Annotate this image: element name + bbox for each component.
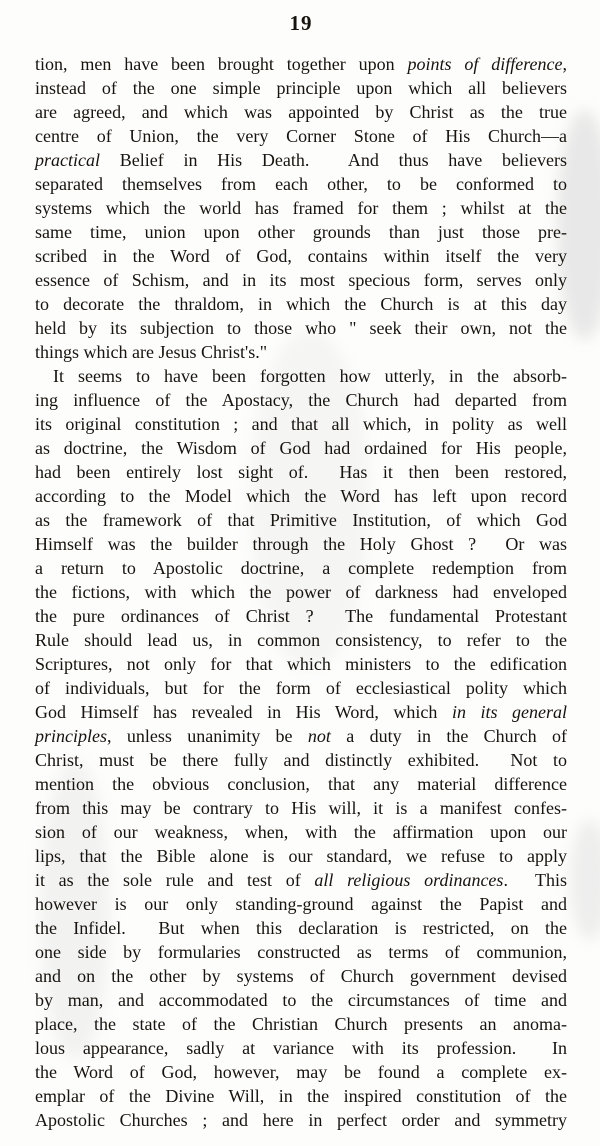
text-line xyxy=(35,628,567,652)
text-segment: , unless unanimity be xyxy=(107,726,308,746)
text-segment: held by its subjection to those who " seek their own, not the xyxy=(35,318,567,338)
italic-text: in its general xyxy=(451,702,567,722)
text-segment: , xyxy=(562,54,567,74)
text-line xyxy=(35,484,567,508)
text-line xyxy=(35,772,567,796)
paragraph xyxy=(35,364,567,1132)
text-segment: the Infidel. But when this declaration is restricted, on the xyxy=(35,918,567,938)
text-segment: Himself was the builder through the Holy Ghost ? Or was xyxy=(35,534,567,554)
text-segment: separated themselves from each other, to be conformed to xyxy=(35,174,567,194)
text-segment: as doctrine, the Wisdom of God had ordained for His people, xyxy=(35,438,567,458)
text-line xyxy=(35,724,567,748)
text-block xyxy=(35,52,567,1132)
text-segment: had been entirely lost sight of. Has it then been restored, xyxy=(35,462,567,482)
text-line xyxy=(35,796,567,820)
text-segment: instead of the one simple principle upon which all believers xyxy=(35,78,567,98)
text-line xyxy=(35,76,567,100)
text-line xyxy=(35,340,567,364)
text-segment: emplar of the Divine Will, in the inspired constitution of the xyxy=(35,1086,567,1106)
text-segment: and on the other by systems of Church government devised xyxy=(35,966,567,986)
italic-text: practical xyxy=(35,150,100,170)
text-line xyxy=(35,196,567,220)
text-line xyxy=(35,52,567,76)
text-segment: it as the sole rule and test of xyxy=(35,870,315,890)
text-line xyxy=(35,676,567,700)
text-segment: the Word of God, however, may be found a complete ex- xyxy=(35,1062,567,1082)
text-line xyxy=(35,916,567,940)
text-line xyxy=(35,532,567,556)
text-line xyxy=(35,268,567,292)
text-segment: the pure ordinances of Christ ? The fundamental Protestant xyxy=(35,606,567,626)
text-line xyxy=(35,580,567,604)
text-line xyxy=(35,556,567,580)
text-segment: lous appearance, sadly at variance with its profession. In xyxy=(35,1038,567,1058)
text-segment: place, the state of the Christian Church presents an anoma- xyxy=(35,1014,567,1034)
text-segment: according to the Model which the Word has left upon record xyxy=(35,486,567,506)
text-line xyxy=(35,1108,567,1132)
text-segment: Christ, must be there fully and distinctly exhibited. Not to xyxy=(35,750,567,770)
text-line xyxy=(35,148,567,172)
text-segment: a return to Apostolic doctrine, a complete redemption from xyxy=(35,558,567,578)
text-line xyxy=(35,1036,567,1060)
text-line xyxy=(35,436,567,460)
text-line xyxy=(35,1060,567,1084)
page-number: 19 xyxy=(289,11,313,35)
italic-text: not xyxy=(307,726,331,746)
text-line xyxy=(35,892,567,916)
text-segment: centre of Union, the very Corner Stone of His Church—a xyxy=(35,126,567,146)
italic-text: points of difference xyxy=(407,54,563,74)
text-segment: are agreed, and which was appointed by Christ as the true xyxy=(35,102,567,122)
text-line xyxy=(35,652,567,676)
text-segment: tion, men have been brought together upon xyxy=(35,54,408,74)
text-line xyxy=(35,748,567,772)
text-line xyxy=(35,316,567,340)
text-segment: systems which the world has framed for them ; whilst at the xyxy=(35,198,567,218)
text-line xyxy=(35,988,567,1012)
text-segment: essence of Schism, and in its most specious form, serves only xyxy=(35,270,567,290)
text-line xyxy=(35,964,567,988)
text-segment: Scriptures, not only for that which ministers to the edification xyxy=(35,654,567,674)
text-segment: same time, union upon other grounds than just those pre- xyxy=(35,222,567,242)
text-segment: to decorate the thraldom, in which the Church is at this day xyxy=(35,294,567,314)
italic-text: principles xyxy=(35,726,107,746)
text-segment: lips, that the Bible alone is our standard, we refuse to apply xyxy=(35,846,567,866)
text-line xyxy=(35,844,567,868)
text-line xyxy=(35,292,567,316)
text-segment: mention the obvious conclusion, that any material difference xyxy=(35,774,567,794)
text-segment: as the framework of that Primitive Institution, of which God xyxy=(35,510,567,530)
text-line xyxy=(35,172,567,196)
text-segment: however is our only standing-ground against the Papist and xyxy=(35,894,567,914)
text-line xyxy=(35,388,567,412)
paragraph xyxy=(35,52,567,364)
text-line xyxy=(35,460,567,484)
text-segment: Rule should lead us, in common consistency, to refer to the xyxy=(35,630,567,650)
text-segment: scribed in the Word of God, contains within itself the very xyxy=(35,246,567,266)
text-segment: Belief in His Death. And thus have believers xyxy=(100,150,567,170)
text-line xyxy=(35,604,567,628)
text-line xyxy=(35,1084,567,1108)
text-segment: God Himself has revealed in His Word, which xyxy=(35,702,452,722)
text-segment: Apostolic Churches ; and here in perfect order and symmetry xyxy=(35,1110,567,1130)
text-line xyxy=(35,508,567,532)
text-segment: its original constitution ; and that all which, in polity as well xyxy=(35,414,567,434)
text-line xyxy=(35,940,567,964)
text-line xyxy=(35,124,567,148)
text-segment: sion of our weakness, when, with the affirmation upon our xyxy=(35,822,567,842)
italic-text: all religious ordinances xyxy=(314,870,504,890)
text-segment: a duty in the Church of xyxy=(330,726,568,746)
text-line xyxy=(35,412,567,436)
text-line xyxy=(35,244,567,268)
text-line xyxy=(35,100,567,124)
text-segment: ing influence of the Apostacy, the Church had departed from xyxy=(35,390,567,410)
text-line xyxy=(35,820,567,844)
text-line xyxy=(35,1012,567,1036)
text-line xyxy=(35,700,567,724)
text-line xyxy=(35,868,567,892)
text-segment: things which are Jesus Christ's." xyxy=(35,342,268,362)
text-segment: from this may be contrary to His will, it is a manifest confes- xyxy=(35,798,567,818)
text-segment: one side by formularies constructed as terms of communion, xyxy=(35,942,567,962)
text-segment: the fictions, with which the power of darkness had enveloped xyxy=(35,582,567,602)
text-segment: . This xyxy=(503,870,567,890)
text-line xyxy=(35,220,567,244)
text-segment: It seems to have been forgotten how utterly, in the absorb- xyxy=(53,366,567,386)
text-segment: by man, and accommodated to the circumstances of time and xyxy=(35,990,567,1010)
text-segment: of individuals, but for the form of ecclesiastical polity which xyxy=(35,678,567,698)
text-line xyxy=(35,364,567,388)
